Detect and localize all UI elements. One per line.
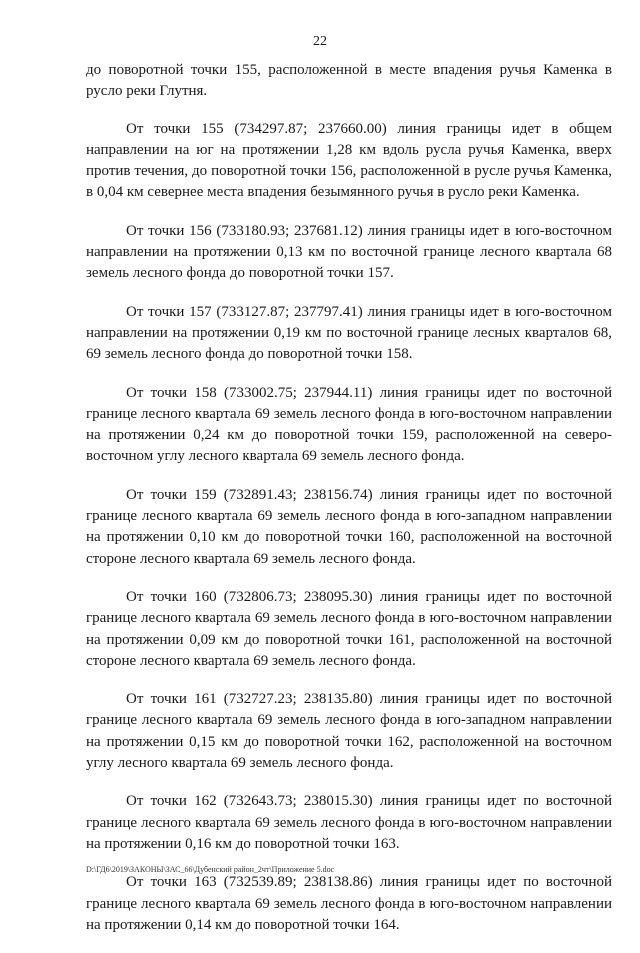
document-body xyxy=(86,60,612,953)
paragraph: От точки 156 (733180.93; 237681.12) линия границы идет в юго-восточном направлении на протяжении 0,13 км по восточной границе лесного квартала 68 земель лесного фонда до поворотной точки 157. xyxy=(86,222,612,282)
file-path-footer: D:\ГД6\2019\ЗАКОНЫ\ЗАС_66\Дубенский район_2чт\Приложение 5.doc xyxy=(86,865,335,874)
paragraph: От точки 155 (734297.87; 237660.00) линия границы идет в общем направлении на юг на протяжении 1,28 км вдоль русла ручья Каменка, вверх против течения, до поворотной точки 156, расположенной в русле ручья Каменка, в 0,04 км севернее места впадения безымянного ручья в русло реки Каменка. xyxy=(86,120,612,201)
paragraph: От точки 163 (732539.89; 238138.86) линия границы идет по восточной границе лесного квартала 69 земель лесного фонда в юго-восточном направлении на протяжении 0,14 км до поворотной точки 164. xyxy=(86,874,612,933)
paragraph: От точки 159 (732891.43; 238156.74) линия границы идет по восточной границе лесного квартала 69 земель лесного фонда в юго-западном направлении на протяжении 0,10 км до поворотной точки 160, расположенной на восточной стороне лесного квартала 69 земель лесного фонда. xyxy=(86,486,612,567)
paragraph: От точки 161 (732727.23; 238135.80) линия границы идет по восточной границе лесного квартала 69 земель лесного фонда в юго-западном направлении на протяжении 0,15 км до поворотной точки 162, расположенной на восточном углу лесного квартала 69 земель лесного фонда. xyxy=(86,691,612,772)
paragraph: От точки 158 (733002.75; 237944.11) линия границы идет по восточной границе лесного квартала 69 земель лесного фонда в юго-восточном направлении на протяжении 0,24 км до поворотной точки 159, расположенной на северо-восточном углу лесного квартала 69 земель лесного фонда. xyxy=(86,384,612,465)
paragraph: От точки 157 (733127.87; 237797.41) линия границы идет в юго-восточном направлении на протяжении 0,19 км по восточной границе лесных кварталов 68, 69 земель лесного фонда до поворотной точки 158. xyxy=(86,303,612,363)
paragraph: От точки 162 (732643.73; 238015.30) линия границы идет по восточной границе лесного квартала 69 земель лесного фонда в юго-восточном направлении на протяжении 0,16 км до поворотной точки 163. xyxy=(86,793,612,852)
paragraph: От точки 160 (732806.73; 238095.30) линия границы идет по восточной границе лесного квартала 69 земель лесного фонда в юго-восточном направлении на протяжении 0,09 км до поворотной точки 161, расположенной на восточной стороне лесного квартала 69 земель лесного фонда. xyxy=(86,588,612,669)
paragraph: до поворотной точки 155, расположенной в месте впадения ручья Каменка в русло реки Глутня. xyxy=(86,62,612,100)
page-number: 22 xyxy=(313,34,327,49)
